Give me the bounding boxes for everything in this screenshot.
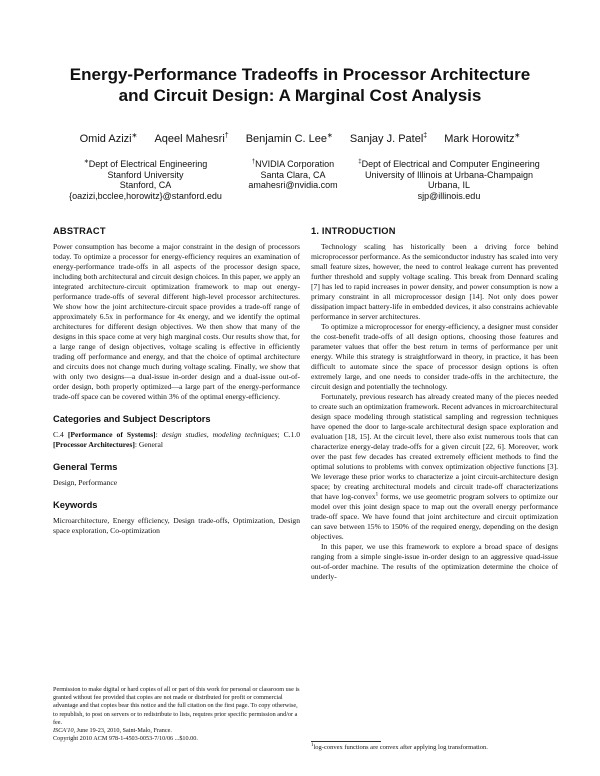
footnote: $^1$log-convex functions are convex after applying log transformation. xyxy=(311,742,488,751)
introduction-heading: 1. INTRODUCTION xyxy=(311,226,396,236)
author: Mark Horowitz∗ xyxy=(444,132,521,145)
affiliation-nvidia: †NVIDIA Corporation Santa Clara, CA amahesri@nvidia.com xyxy=(248,159,338,190)
author: Omid Azizi∗ xyxy=(79,132,138,145)
abstract-heading: ABSTRACT xyxy=(53,226,106,236)
abstract-text: Power consumption has become a major constraint in the design of processors today. To optimize a processor for energy-efficiency requires an examination of energy-performance trade-offs in all aspects of the processor design space, including both architectural and circuit design choices. In this paper, we apply an integrated architecture-circuit optimization framework to map out energy-performance trade-offs of several different high-level processor architectures. We show how the joint architecture-circuit space provides a trade-off range of approximately 6.5x in performance for 4x energy, and we identify the optimal architectures for different design objectives. We then show that many of the designs in this space come at very high marginal costs. Our results show that, for a large range of design objectives, voltage scaling is effective in efficiently trading off performance and energy, and that the choice of optimal architecture and circuits does not change much during voltage scaling. Finally, we show that with only two designs—a dual-issue in-order design and a dual-issue out-of-order design, both properly optimized—a large part of the energy-performance trade-off space can be covered within 3% of the optimal energy-efficiency. xyxy=(53,242,300,401)
intro-paragraph: Technology scaling has historically been a driving force behind microprocessor performance. As the semiconductor industry has scaled into very small feature sizes, however, the need to control leakage current has prevented further threshold and supply voltage scaling. This break from Dennard scaling [7] has led to rapid increases in power density, and power consumption is now a primary constraint in all microprocessor design [14]. Not only does power dissipation impact battery-life in embedded devices, it also constrains achievable performance in server architectures. xyxy=(311,242,558,321)
general-terms-heading: General Terms xyxy=(53,462,118,472)
author: Sanjay J. Patel‡ xyxy=(349,132,428,145)
affiliation-stanford: ∗Dept of Electrical Engineering Stanford University Stanford, CA {oazizi,bcclee,horowitz}@stanford.edu xyxy=(69,159,222,201)
intro-paragraph: To optimize a microprocessor for energy-efficiency, a designer must consider the cost-benefit trade-offs of all design options, choosing those features and parameter values that offer the best return in terms of performance per unit energy. While this strategy is straightforward in theory, in practice, it has been difficult to automate since the space of processor design options is often extremely large, and one needs to consider trade-offs in the architecture, the circuit design and potentially the technology. xyxy=(311,322,558,391)
title-line-2: and Circuit Design: A Marginal Cost Analysis xyxy=(118,86,482,105)
intro-paragraph: In this paper, we use this framework to explore a broad space of designs ranging from a simple single-issue in-order design to an aggressive quad-issue out-of-order machine. The results of the optimization determine the choice of underly- xyxy=(311,542,558,581)
permission-notice: Permission to make digital or hard copies of all or part of this work for personal or classroom use is granted without fee provided that copies are not made or distributed for profit or commercial advantage and that copies bear this notice and the full citation on the first page. To copy otherwise, to republish, to post on servers or to redistribute to lists, requires prior specific permission and/or a fee. ISCA'10, June 19-23, 2010, Saint-Malo, France. Copyright 2010 ACM 978-1-4503-0053-7/10/06 ...$10.00. xyxy=(53,686,300,743)
footnote-rule xyxy=(311,741,381,742)
keywords-text: Microarchitecture, Energy efficiency, Design trade-offs, Optimization, Design space exploration, Co-optimization xyxy=(53,516,300,535)
categories-text: C.4 [Performance of Systems]: design studies, modeling techniques; C.1.0 [Processor Architectures]: General xyxy=(53,430,301,449)
author: Aqeel Mahesri† xyxy=(154,132,229,145)
author-list xyxy=(30,133,570,145)
keywords-heading: Keywords xyxy=(53,500,98,510)
affiliation-illinois: ‡Dept of Electrical and Computer Engineering University of Illinois at Urbana-Champaign Urbana, IL sjp@illinois.edu xyxy=(358,159,540,201)
categories-heading: Categories and Subject Descriptors xyxy=(53,414,211,424)
right-column xyxy=(311,226,558,582)
intro-paragraph: Fortunately, previous research has already created many of the pieces needed to create such an optimization framework. Recent advances in microarchitectural design space modeling through statistical sampling and regression techniques have opened the door to large-scale architectural design space exploration and evaluation [18, 15]. At the circuit level, there also exist numerous tools that can characterize energy-delay trade-offs for a given circuit [22, 6]. Moreover, work over the past few decades has created extremely efficient methods to find the optimal solutions to problems with convex optimization objective functions [3]. We leverage these prior works to characterize a joint circuit-architecture design space; by creating architectural models and circuit trade-off characterizations that have log-convex$^1$ forms, we use geometric program solvers to optimize our model over this joint design space to map out the overall energy performance trade-off space. We have found that joint architecture and circuit optimization can save between 15% to 150% of the required energy, depending on the design objectives. xyxy=(311,392,558,541)
author: Benjamin C. Lee∗ xyxy=(245,132,333,145)
general-terms-text: Design, Performance xyxy=(53,478,118,487)
title-line-1: Energy-Performance Tradeoffs in Processor Architecture xyxy=(69,65,531,84)
left-column xyxy=(53,226,300,536)
paper-title xyxy=(40,64,560,106)
